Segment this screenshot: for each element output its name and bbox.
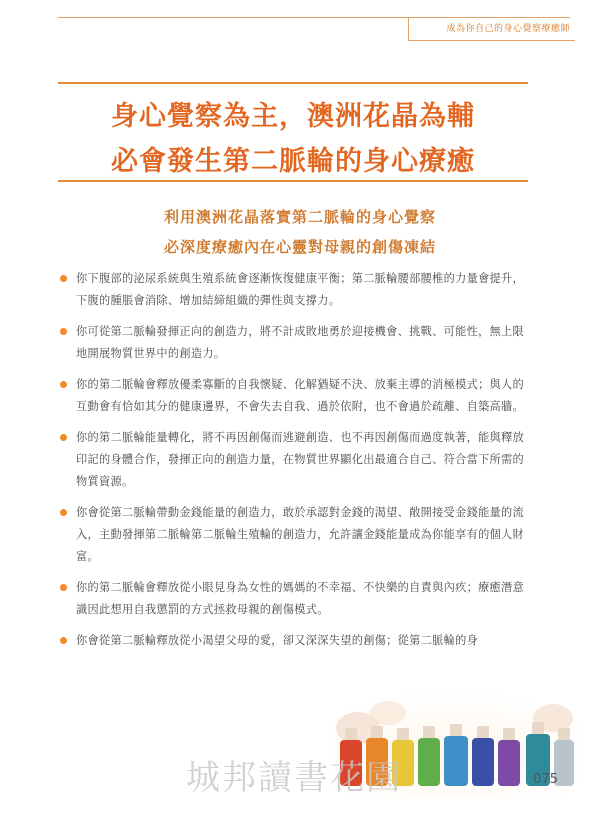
chapter-title-line-2: 必會發生第二脈輪的身心療癒 — [111, 146, 475, 177]
bullet-text: 你的第二脈輪會釋放從小眼見身為女性的媽媽的不幸福、不快樂的自責與內疚；療癒潛意識因此想用自我懲罰的方式拯救母親的創傷模式。 — [76, 581, 525, 616]
bullet-text: 你會從第二脈輪釋放從小渴望父母的愛，卻又深深失望的創傷；從第二脈輪的身 — [76, 634, 479, 647]
bullet-item — [60, 321, 530, 365]
bullet-text: 你的第二脈輪能量轉化，將不再因創傷而逃避創造、也不再因創傷而過度執著，能與釋放印記的身體合作，發揮正向的創造力量，在物質世界顯化出最適合自己、符合當下所需的物質資源。 — [76, 431, 525, 488]
bullet-list — [60, 268, 530, 661]
bullet-text: 你下腹部的泌尿系統與生殖系統會逐漸恢復健康平衡；第二脈輪腰部腰椎的力量會提升，下腹的腫脹會消除、增加結締組織的彈性與支撐力。 — [76, 272, 525, 307]
bullet-item — [60, 374, 530, 418]
bullet-text: 你的第二脈輪會釋放優柔寡斷的自我懷疑、化解猶疑不決、放棄主導的消極模式；與人的互動會有恰如其分的健康邊界，不會失去自我、過於依附，也不會過於疏離、自築高牆。 — [76, 378, 525, 413]
subtitle-line-2: 必深度療癒內在心靈對母親的創傷凍結 — [163, 238, 436, 256]
bullet-dot-icon — [60, 328, 67, 335]
bullet-text: 你會從第二脈輪帶動金錢能量的創造力，敢於承認對金錢的渴望、敞開接受金錢能量的流入，主動發揮第二脈輪第二脈輪生殖輪的創造力，允許讓金錢能量成為你能享有的個人財富。 — [76, 506, 525, 563]
running-head: 成為你自己的身心覺察療癒師 — [446, 24, 570, 34]
bullet-item — [60, 577, 530, 621]
watermark-text: 城邦讀書花園 — [186, 758, 402, 798]
bullet-item — [60, 268, 530, 312]
bullet-dot-icon — [60, 584, 67, 591]
subtitle-line-1: 利用澳洲花晶落實第二脈輪的身心覺察 — [163, 208, 436, 226]
chapter-title-line-1: 身心覺察為主，澳洲花晶為輔 — [111, 101, 475, 132]
chapter-title-box — [58, 82, 528, 182]
bullet-dot-icon — [60, 381, 67, 388]
bullet-item — [60, 427, 530, 493]
page-number: 075 — [533, 772, 558, 787]
bullet-dot-icon — [60, 637, 67, 644]
bullet-dot-icon — [60, 434, 67, 441]
bullet-item — [60, 502, 530, 568]
bullet-text: 你可從第二脈輪發揮正向的創造力，將不計成敗地勇於迎接機會、挑戰、可能性，無上限地開展物質世界中的創造力。 — [76, 325, 525, 360]
bullet-item — [60, 630, 530, 652]
bullet-dot-icon — [60, 509, 67, 516]
bullet-dot-icon — [60, 275, 67, 282]
